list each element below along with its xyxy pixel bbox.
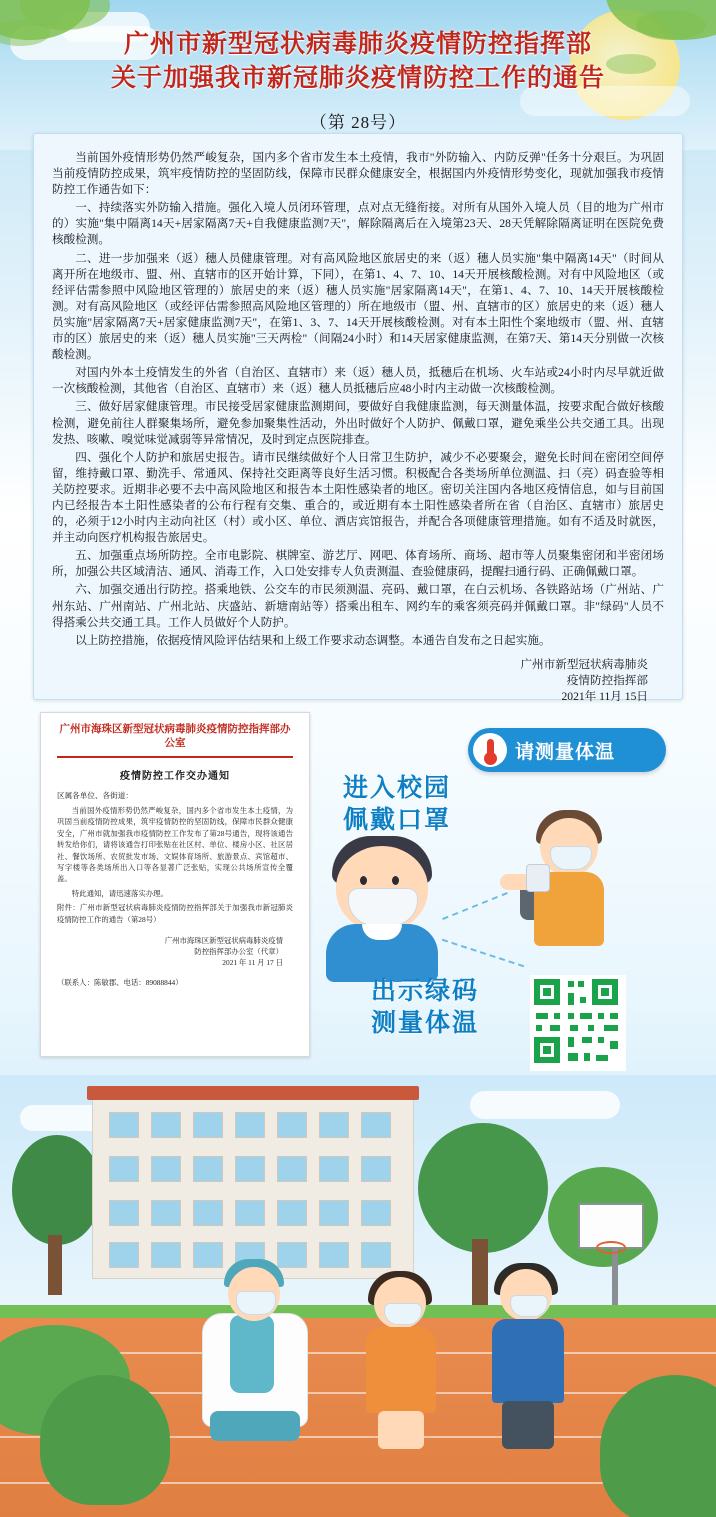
notice-paragraph: 当前国外疫情形势仍然严峻复杂，国内多个省市发生本土疫情，我市"外防输入、内防反弹"任务十分艰巨。为巩固当前疫情防控成果，筑牢疫情防控的坚固防线，保障市民群众健康安全，根据国内外疫情形势变化，现就加强我市疫情防控工作通告如下： [52,151,664,197]
slogan-campus-line-2: 佩戴口罩 [342,806,451,834]
headline-document-number: （第 28号） [309,113,407,132]
subdocument-contact: （联系人：陈敏郡、电话：89088844） [57,978,183,988]
notice-paragraph: 二、进一步加强来（返）穗人员健康管理。对有高风险地区旅居史的来（返）穗人员实施"集中隔离14天"（时间从离开所在地级市、盟、州、直辖市的区开始计算，下同），在第1、4、7、10、14天开展核酸检测。对有中风险地区（或经评估需参照中风险地区管理的）旅居史的来（返）穗人员实施"居家隔离14天"，在第1、4、7、10、14天开展核酸检测。对有高风险地区（或经评估需参照高风险地区管理的）所在地级市（盟、州、直辖市的区）旅居史的来（返）穗人员实施"居家隔离7天+居家健康监测7天"，在第1、3、7、14天开展核酸检测。对有本土阳性个案地级市（盟、州、直辖市的区）旅居史的来（返）穗人员实施"三天两检"（间隔24小时）和14天居家健康监测，在第7天、第14天分别做一次核酸检测。 [52,251,664,362]
notice-issuer-line-2: 疫情防控指挥部 [566,673,648,687]
subdocument-attachment: 附件：广州市新型冠状病毒肺炎疫情防控指挥部关于加强我市新冠肺炎疫情防控工作的通告（第28号） [57,903,293,924]
boy-with-mask-illustration [318,832,446,982]
slogan-campus-mask [322,772,472,836]
temperature-badge [468,728,666,772]
subdocument-signature [57,935,293,968]
subdocument-addressee: 区属各单位、各街道： [57,791,133,800]
qr-code-icon [530,975,626,1071]
notice-paragraph: 六、加强交通出行防控。搭乘地铁、公交车的市民须测温、亮码、戴口罩，在白云机场、各铁路站场（广州站、广州东站、广州南站、广州北站、庆盛站、新塘南站等）搭乘出租车、网约车的乘客须亮码并佩戴口罩。非"绿码"人员不得搭乘公共交通工具。工作人员做好个人防护。 [52,583,664,629]
subdocument-paragraph: 当前国外疫情形势仍然严峻复杂，国内多个省市发生本土疫情，为巩固当前疫情防控成果，筑牢疫情防控的坚固防线，保障市民群众健康安全，广州市就加强我市疫情防控工作发布了第28号通告，现将该通告转发给你们，请将该通告打印张贴在社区村、单位、楼房小区、社区居社、餐饮场所、农贸批发市场、文娱体育场所、旅游景点、宾馆超市、写字楼等各类场所出入口等各显著广泛张贴，实现公共场所宣传全覆盖。 [57,806,293,884]
notice-paragraph: 以上防控措施，依据疫情风险评估结果和上级工作要求动态调整。本通告自发布之日起实施。 [75,633,551,647]
notice-paragraph: 四、强化个人防护和旅居史报告。请市民继续做好个人日常卫生防护，减少不必要聚会，避免长时间在密闭空间停留，维持戴口罩、勤洗手、常通风、保持社交距离等良好生活习惯。积极配合各类场所单位测温、扫（亮）码查验等相关防控要求。近期非必要不去中高风险地区和报告本土阳性感染者的地区。密切关注国内各地区疫情信息，如与目前国内已经报告本土阳性感染者的公布行程有交集、重合的，或近期有本土阳性感染者所在省（自治区、直辖市）旅居史的，必须于12小时内主动向社区（村）或小区、单位、酒店宾馆报告，并配合各项健康管理措施。如有不适及时就医，并主动向医疗机构报告旅居史。 [52,450,664,545]
thermometer-icon [473,733,507,767]
subdocument-date: 2021 年 11 月 17 日 [222,958,283,968]
notice-paragraph: 三、做好居家健康管理。市民接受居家健康监测期间，要做好自我健康监测，每天测量体温，按要求配合做好核酸检测，避免前往人群聚集场所，避免参加聚集性活动，外出时做好个人防护、佩戴口罩，避免乘坐公共交通工具。出现发热、咳嗽、嗅觉味觉减弱等异常情况，及时到定点医院排查。 [52,400,664,446]
notice-signature [52,657,664,705]
school-building [92,1097,414,1279]
notice-issuer-line-1: 广州市新型冠状病毒肺炎 [520,657,648,671]
subdocument-title: 疫情防控工作交办通知 [120,771,230,782]
temperature-check-illustration [500,800,640,960]
slogan-code-line-2: 测量体温 [370,1009,479,1037]
connector-line [442,892,508,920]
student-boy-illustration [476,1263,576,1449]
doctor-illustration [186,1255,318,1441]
slogan-code-line-1: 出示绿码 [370,977,479,1005]
subdocument-red-header: 广州市海珠区新型冠状病毒肺炎疫情防控指挥部办公室 [59,724,291,749]
notice-paragraph: 对国内外本土疫情发生的外省（自治区、直辖市）来（返）穗人员，抵穗后在机场、火车站或24小时内尽早就近做一次核酸检测，其他省（自治区、直辖市）来（返）穗人员抵穗后应48小时内主动做一次核酸检测。 [52,366,664,396]
subdocument-issuer-line-1: 广州市海珠区新型冠状病毒肺炎疫情 [164,936,283,946]
slogan-campus-line-1: 进入校园 [342,774,451,802]
headline-line-1: 广州市新型冠状病毒肺炎疫情防控指挥部 [123,31,592,58]
subdocument-issuer-line-2: 防控指挥部办公室（代章） [194,947,283,957]
poster-headline [0,28,716,133]
slogan-green-code [330,975,520,1039]
subdocument-red-rule [57,756,293,758]
temperature-badge-label: 请测量体温 [515,741,616,763]
notice-date: 2021年 11月 15日 [561,689,648,703]
student-girl-illustration [352,1271,448,1449]
headline-line-2: 关于加强我市新冠肺炎疫情防控工作的通告 [110,65,605,92]
notice-paragraph: 五、加强重点场所防控。全市电影院、棋牌室、游艺厅、网吧、体育场所、商场、超市等人员聚集密闭和半密闭场所，加强公共区域清洁、通风、消毒工作，入口处安排专人负责测温、查验健康码，提醒扫通行码、正确佩戴口罩。 [52,549,664,579]
campus-scene-illustration [0,1075,716,1517]
notice-paragraph: 一、持续落实外防输入措施。强化入境人员闭环管理，点对点无缝衔接。对所有从国外入境人员（目的地为广州市的）实施"集中隔离14天+居家隔离7天+自我健康监测7天"，解除隔离后在入境第23天、28天凭解除隔离证明在医院免费核酸检测。 [52,201,664,247]
subdocument-paragraph: 特此通知，请迅速落实办理。 [71,888,168,898]
subdocument-card [40,712,310,1057]
notice-card [33,133,683,703]
